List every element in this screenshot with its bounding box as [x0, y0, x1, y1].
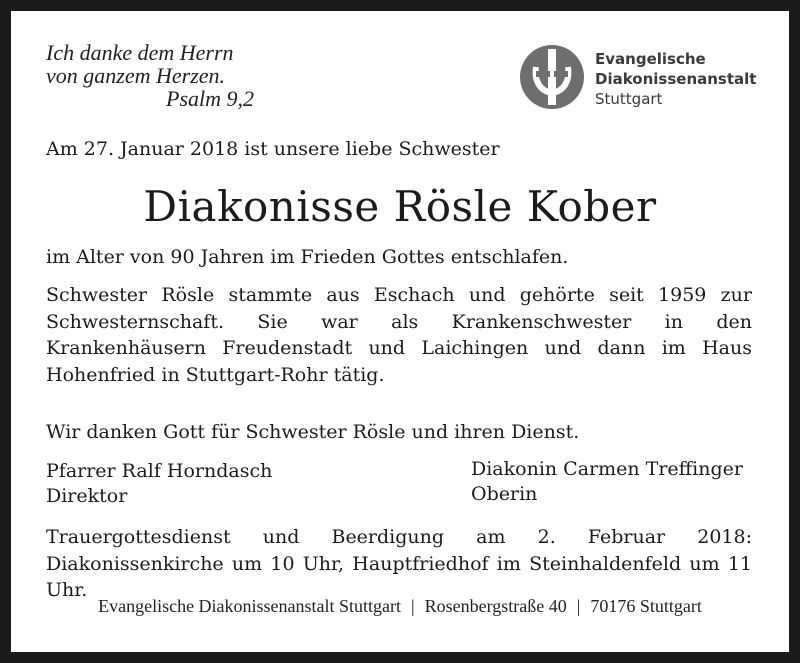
- signature-name: Pfarrer Ralf Horndasch: [46, 460, 273, 482]
- verse-line-1: Ich danke dem Herrn: [46, 40, 234, 65]
- deceased-name: Diakonisse Rösle Kober: [143, 182, 657, 231]
- signature-name: Diakonin Carmen Treffinger: [471, 458, 743, 480]
- signature-oberin: [471, 457, 743, 507]
- logo-line-3: Stuttgart: [595, 90, 663, 108]
- verse-reference: Psalm 9,2: [166, 86, 254, 111]
- intro-text: Am 27. Januar 2018 ist unsere liebe Schwester: [46, 138, 500, 160]
- signature-director: [46, 459, 272, 509]
- age-text: im Alter von 90 Jahren im Frieden Gottes entschlafen.: [46, 246, 569, 268]
- bible-verse: [46, 41, 254, 110]
- diakonie-emblem-icon: [520, 41, 584, 113]
- footer-separator: |: [576, 596, 581, 616]
- logo-line-2: Diakonissenanstalt: [595, 70, 757, 88]
- signature-role: Oberin: [471, 483, 538, 505]
- organization-name: [595, 49, 756, 109]
- footer-street: Rosenbergstraße 40: [424, 596, 567, 616]
- funeral-service-info: Trauergottesdienst und Beerdigung am 2. Februar 2018: Diakonissenkirche um 10 Uhr, Hauptfriedhof im Steinhaldenfeld um 11 Uhr.: [46, 526, 752, 601]
- footer-address: [11, 594, 789, 618]
- logo-line-1: Evangelische: [595, 50, 706, 68]
- footer-organization: Evangelische Diakonissenanstalt Stuttgart: [98, 596, 402, 616]
- footer-city: 70176 Stuttgart: [590, 596, 702, 616]
- verse-line-2: von ganzem Herzen.: [46, 63, 226, 88]
- thanks-text: Wir danken Gott für Schwester Rösle und ihren Dienst.: [46, 421, 580, 443]
- organization-logo: [520, 41, 780, 121]
- signature-role: Direktor: [46, 485, 128, 507]
- biography-paragraph: Schwester Rösle stammte aus Eschach und gehörte seit 1959 zur Schwesternschaft. Sie war als Krankenschwester in den Krankenhäusern Freudenstadt und Laichingen und dann im Haus Hohenfried in Stuttgart-Rohr tätig.: [46, 284, 752, 386]
- footer-separator: |: [411, 596, 415, 616]
- obituary-notice: [11, 11, 789, 652]
